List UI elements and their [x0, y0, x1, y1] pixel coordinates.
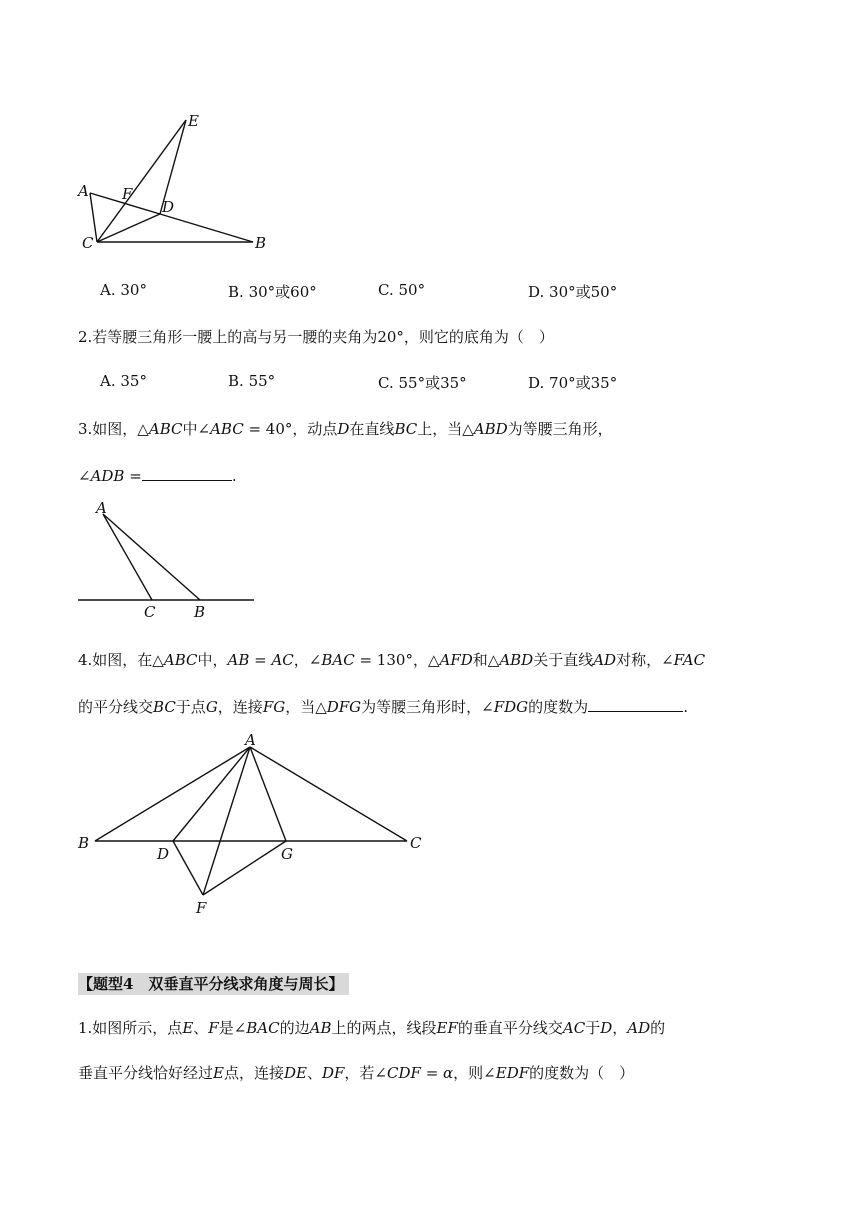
label-f: F	[122, 185, 133, 203]
q1-option-b: B. 30°或60°	[228, 283, 317, 301]
label-f: F	[196, 899, 207, 917]
segment-fg	[203, 841, 286, 895]
segment-ac	[250, 747, 407, 841]
label-b: B	[255, 234, 267, 252]
q3-answer-line: ∠ADB = .	[78, 467, 237, 485]
q2-option-b: B. 55°	[228, 372, 276, 390]
q1-option-c: C. 50°	[378, 281, 426, 299]
s1-stem-line2: 垂直平分线恰好经过E点，连接DE、DF，若∠CDF = α，则∠EDF的度数为（ ）	[78, 1064, 635, 1082]
label-c: C	[82, 234, 94, 252]
label-g: G	[281, 845, 293, 863]
segment-ag	[250, 747, 286, 841]
q3-stem: 3.如图，△ABC中∠ABC = 40°，动点D在直线BC上，当△ABD为等腰三角形，	[78, 420, 613, 438]
segment-ab	[95, 747, 250, 841]
label-e: E	[188, 112, 199, 130]
label-d: D	[162, 198, 175, 216]
label-a: A	[96, 499, 107, 517]
segment-af	[203, 747, 250, 895]
q2-option-a: A. 35°	[100, 372, 147, 390]
q2-stem: 2.若等腰三角形一腰上的高与另一腰的夹角为20°，则它的底角为（ ）	[78, 328, 554, 346]
label-a: A	[245, 731, 256, 749]
label-d: D	[157, 845, 170, 863]
label-b: B	[194, 603, 206, 621]
section-header: 【题型4 双垂直平分线求角度与周长】	[78, 973, 349, 995]
label-c: C	[144, 603, 156, 621]
q2-option-c: C. 55°或35°	[378, 374, 467, 392]
s1-stem-line1: 1.如图所示，点E、F是∠BAC的边AB上的两点，线段EF的垂直平分线交AC于D，AD的	[78, 1019, 666, 1037]
q1-option-a: A. 30°	[100, 281, 147, 299]
q2-option-d: D. 70°或35°	[528, 374, 618, 392]
q1-option-d: D. 30°或50°	[528, 283, 618, 301]
label-c: C	[410, 834, 422, 852]
label-b: B	[78, 834, 90, 852]
q4-stem-line1: 4.如图，在△ABC中，AB = AC，∠BAC = 130°，△AFD和△ABD关于直线AD对称，∠FAC	[78, 651, 706, 669]
label-a: A	[78, 182, 89, 200]
segment-df	[173, 841, 203, 895]
q4-stem-line2: 的平分线交BC于点G，连接FG，当△DFG为等腰三角形时，∠FDG的度数为 .	[78, 698, 688, 716]
segment-ad	[173, 747, 250, 841]
